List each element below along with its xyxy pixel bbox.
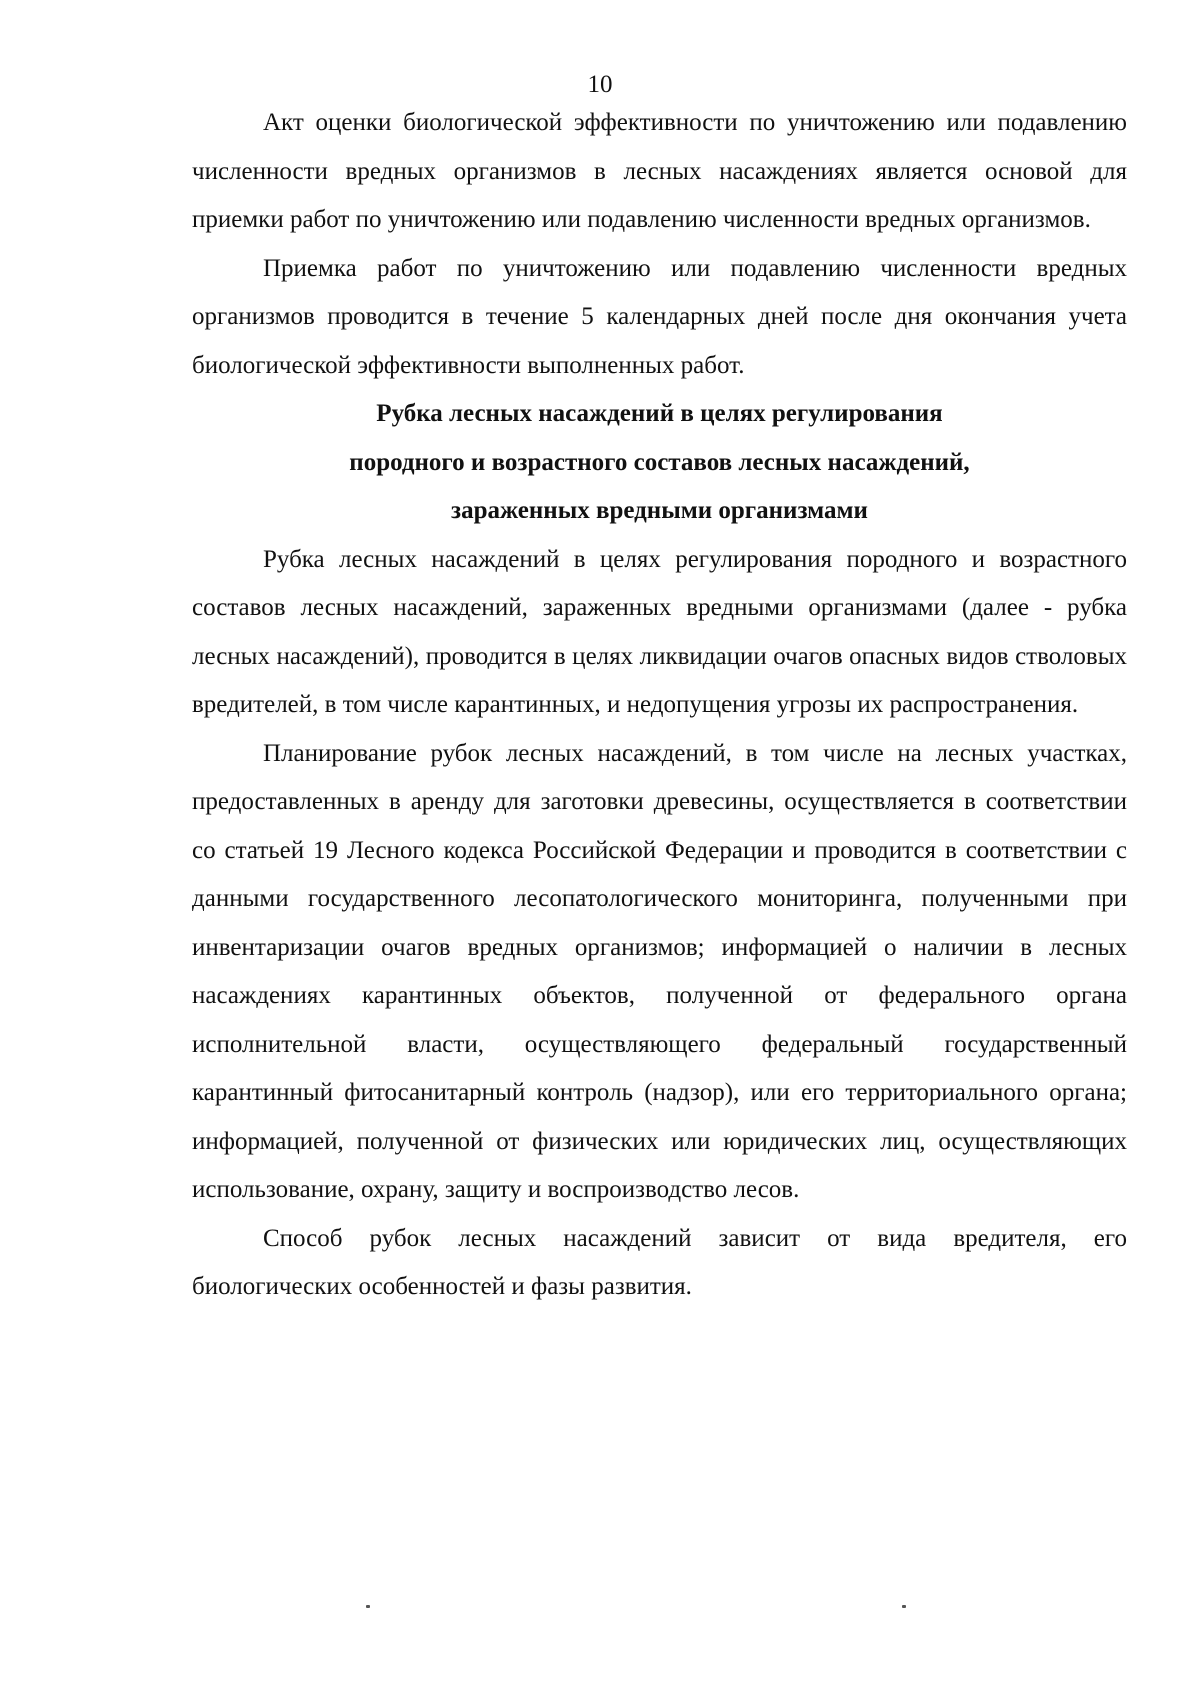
paragraph-felling-method: Способ рубок лесных насаждений зависит от вида вредителя, его биологических особенностей и фазы развития. xyxy=(192,1224,1127,1300)
section-heading xyxy=(192,390,1127,536)
document-body xyxy=(192,99,1127,1312)
paragraph-felling-planning: Планирование рубок лесных насаждений, в том числе на лесных участках, предоставленных в аренду для заготовки древесины, осуществляется в соответствии со статьей 19 Лесного кодекса Российской Федерации и проводится в соответствии с данными государственного лесопатологического мониторинга, полученными при инвентаризации очагов вредных организмов; информацией о наличии в лесных насаждениях карантинных объектов, полученной от федерального органа исполнительной власти, осуществляющего федеральный государственный карантинный фитосанитарный контроль (надзор), или его территориального органа; информацией, полученной от физических или юридических лиц, осуществляющих использование, охрану, защиту и воспроизводство лесов. xyxy=(192,739,1127,1203)
scan-mark-left xyxy=(366,1605,370,1608)
section-heading-line-3: зараженных вредными организмами xyxy=(451,497,868,524)
paragraph-work-acceptance: Приемка работ по уничтожению или подавлению численности вредных организмов проводится в течение 5 календарных дней после дня окончания учета биологической эффективности выполненных работ. xyxy=(192,254,1127,379)
paragraph-felling-purpose: Рубка лесных насаждений в целях регулирования породного и возрастного составов лесных насаждений, зараженных вредными организмами (далее - рубка лесных насаждений), проводится в целях ликвидации очагов опасных видов стволовых вредителей, в том числе карантинных, и недопущения угрозы их распространения. xyxy=(192,545,1127,718)
scan-mark-right xyxy=(902,1605,906,1608)
page-number: 10 xyxy=(587,71,613,98)
section-heading-line-2: породного и возрастного составов лесных насаждений, xyxy=(349,448,970,476)
section-heading-line-1: Рубка лесных насаждений в целях регулирования xyxy=(376,400,943,427)
paragraph-biological-efficiency-act: Акт оценки биологической эффективности по уничтожению или подавлению численности вредных организмов в лесных насаждениях является основой для приемки работ по уничтожению или подавлению численности вредных организмов. xyxy=(192,109,1127,233)
